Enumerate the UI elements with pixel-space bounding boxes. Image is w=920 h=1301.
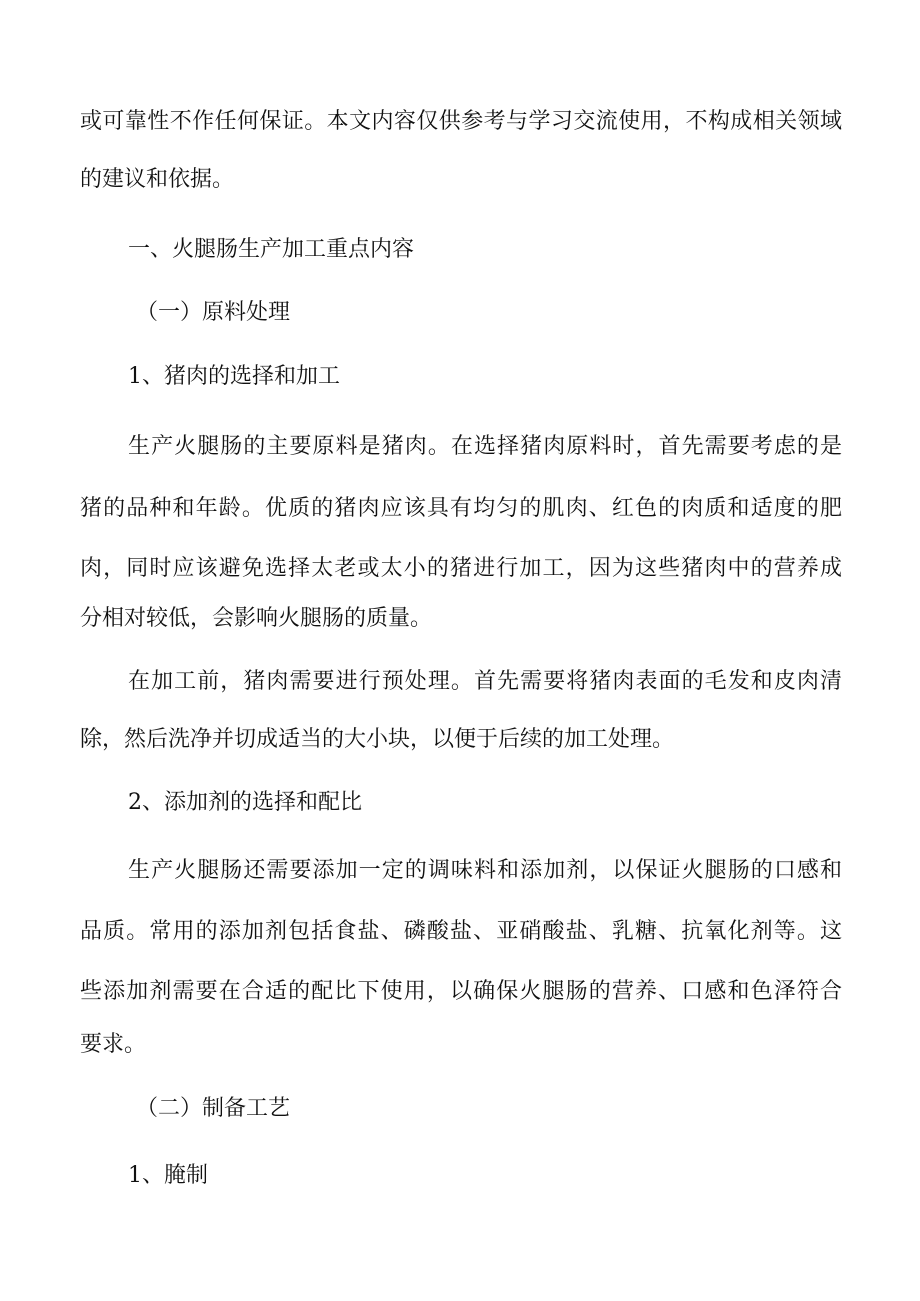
section-heading-1: 一、火腿肠生产加工重点内容	[128, 237, 415, 262]
subsection-heading-preparation: （二）制备工艺	[136, 1096, 291, 1121]
subsection-heading-raw-material: （一）原料处理	[136, 300, 291, 325]
paragraph-pork-line-4: 分相对较低，会影响火腿肠的质量。	[80, 606, 433, 631]
paragraph-additives-line-1: 生产火腿肠还需要添加一定的调味料和添加剂，以保证火腿肠的口感和	[128, 858, 842, 883]
paragraph-pretreatment-line-1: 在加工前，猪肉需要进行预处理。首先需要将猪肉表面的毛发和皮肉清	[128, 669, 842, 694]
paragraph-pork-line-3: 肉，同时应该避免选择太老或太小的猪进行加工，因为这些猪肉中的营养成	[80, 556, 842, 581]
paragraph-additives-line-4: 要求。	[80, 1032, 147, 1057]
paragraph-additives-line-2: 品质。常用的添加剂包括食盐、磷酸盐、亚硝酸盐、乳糖、抗氧化剂等。这	[80, 919, 842, 944]
paragraph-additives-line-3: 些添加剂需要在合适的配比下使用，以确保火腿肠的营养、口感和色泽符合	[80, 979, 842, 1004]
paragraph-pork-line-1: 生产火腿肠的主要原料是猪肉。在选择猪肉原料时，首先需要考虑的是	[128, 434, 842, 459]
intro-text-line-2: 的建议和依据。	[80, 167, 235, 192]
intro-text-line-1: 或可靠性不作任何保证。本文内容仅供参考与学习交流使用，不构成相关领域	[80, 109, 842, 134]
paragraph-pretreatment-line-2: 除，然后洗净并切成适当的大小块，以便于后续的加工处理。	[80, 727, 675, 752]
item-heading-pork-selection: 1、猪肉的选择和加工	[128, 364, 340, 389]
paragraph-pork-line-2: 猪的品种和年龄。优质的猪肉应该具有均匀的肌肉、红色的肉质和适度的肥	[80, 496, 842, 521]
item-heading-additives: 2、添加剂的选择和配比	[128, 790, 362, 815]
item-heading-curing: 1、腌制	[128, 1163, 208, 1188]
